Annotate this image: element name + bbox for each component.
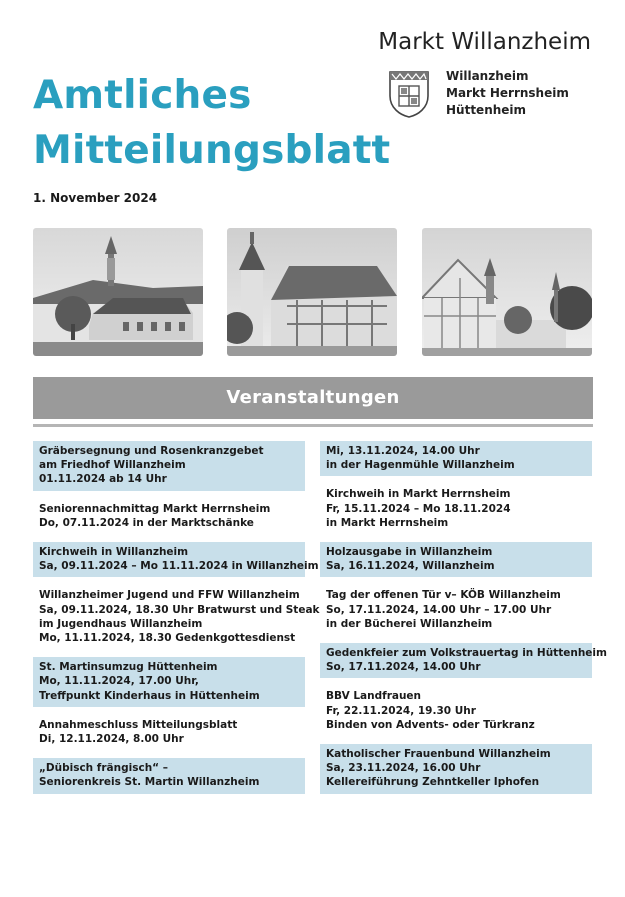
event-line: Sa, 23.11.2024, 16.00 Uhr — [326, 762, 481, 775]
event-line: in Markt Herrnsheim — [326, 516, 449, 529]
event-item — [320, 542, 592, 577]
event-item — [320, 686, 592, 736]
event-line: im Jugendhaus Willanzheim — [39, 617, 203, 630]
event-item — [320, 484, 592, 534]
event-line: in der Bücherei Willanzheim — [326, 617, 493, 630]
event-line: Gedenkfeier zum Volkstrauertag in Hüttenheim — [326, 647, 607, 660]
event-line: Mo, 11.11.2024, 18.30 Gedenkgottesdienst — [39, 632, 296, 645]
event-line: Tag der offenen Tür v– KÖB Willanzheim — [326, 589, 561, 602]
event-item — [320, 744, 592, 794]
event-item — [33, 657, 305, 707]
photo-village-1 — [33, 228, 203, 356]
event-item — [33, 758, 305, 793]
section-divider — [33, 424, 593, 427]
coat-of-arms-icon — [388, 70, 430, 118]
event-item — [320, 585, 592, 635]
event-item — [320, 643, 607, 678]
event-line: Sa, 09.11.2024, 18.30 Uhr Bratwurst und Steak — [39, 603, 320, 616]
event-line: Fr, 22.11.2024, 19.30 Uhr — [326, 704, 476, 717]
event-line: Kellereiführung Zehntkeller Iphofen — [326, 776, 540, 789]
event-line: Katholischer Frauenbund Willanzheim — [326, 748, 551, 761]
events-column-right — [320, 441, 607, 802]
event-item — [33, 715, 305, 750]
event-line: Kirchweih in Willanzheim — [39, 546, 189, 559]
event-line: Mi, 13.11.2024, 14.00 Uhr — [326, 445, 480, 457]
event-line: Annahmeschluss Mitteilungsblatt — [39, 718, 238, 731]
title-line-2: Mitteilungsblatt — [33, 128, 391, 173]
event-line: Sa, 09.11.2024 – Mo 11.11.2024 in Willanzheim — [39, 560, 319, 573]
event-line: Willanzheimer Jugend und FFW Willanzheim — [39, 589, 300, 602]
events-column-left — [33, 441, 320, 802]
section-header: Veranstaltungen — [33, 377, 593, 419]
event-line: So, 17.11.2024, 14.00 Uhr — [326, 661, 481, 674]
photo-village-2 — [227, 228, 397, 356]
event-line: Do, 07.11.2024 in der Marktschänke — [39, 516, 254, 529]
event-line: Fr, 15.11.2024 – Mo 18.11.2024 — [326, 502, 511, 515]
event-line: Binden von Advents- oder Türkranz — [326, 718, 535, 731]
page-title — [33, 68, 390, 178]
event-line: in der Hagenmühle Willanzheim — [326, 459, 515, 472]
event-line: „Dübisch frängisch“ – — [39, 762, 168, 775]
event-line: So, 17.11.2024, 14.00 Uhr – 17.00 Uhr — [326, 603, 552, 616]
event-line: St. Martinsumzug Hüttenheim — [39, 661, 218, 674]
town-1: Willanzheim — [446, 69, 529, 83]
event-line: Mo, 11.11.2024, 17.00 Uhr, — [39, 675, 199, 688]
town-3: Hüttenheim — [446, 103, 527, 117]
municipality-name: Markt Willanzheim — [378, 29, 591, 55]
event-item — [320, 441, 592, 476]
event-line: Di, 12.11.2024, 8.00 Uhr — [39, 733, 184, 746]
event-line: Treffpunkt Kinderhaus in Hüttenheim — [39, 689, 260, 702]
photo-village-3 — [422, 228, 592, 356]
event-item — [33, 441, 305, 491]
event-line: Seniorennachmittag Markt Herrnsheim — [39, 502, 271, 515]
event-line: 01.11.2024 ab 14 Uhr — [39, 473, 167, 486]
town-2: Markt Herrnsheim — [446, 86, 569, 100]
event-line: Seniorenkreis St. Martin Willanzheim — [39, 776, 260, 789]
event-line: am Friedhof Willanzheim — [39, 459, 186, 472]
event-line: Sa, 16.11.2024, Willanzheim — [326, 560, 495, 573]
event-line: Gräbersegnung und Rosenkranzgebet — [39, 445, 264, 457]
event-line: BBV Landfrauen — [326, 690, 422, 703]
title-line-1: Amtliches — [33, 73, 252, 118]
event-item — [33, 542, 319, 577]
town-list — [446, 68, 569, 119]
event-item — [33, 499, 305, 534]
event-line: Holzausgabe in Willanzheim — [326, 546, 493, 559]
event-line: Kirchweih in Markt Herrnsheim — [326, 488, 511, 501]
issue-date: 1. November 2024 — [33, 191, 158, 205]
event-item — [33, 585, 320, 649]
